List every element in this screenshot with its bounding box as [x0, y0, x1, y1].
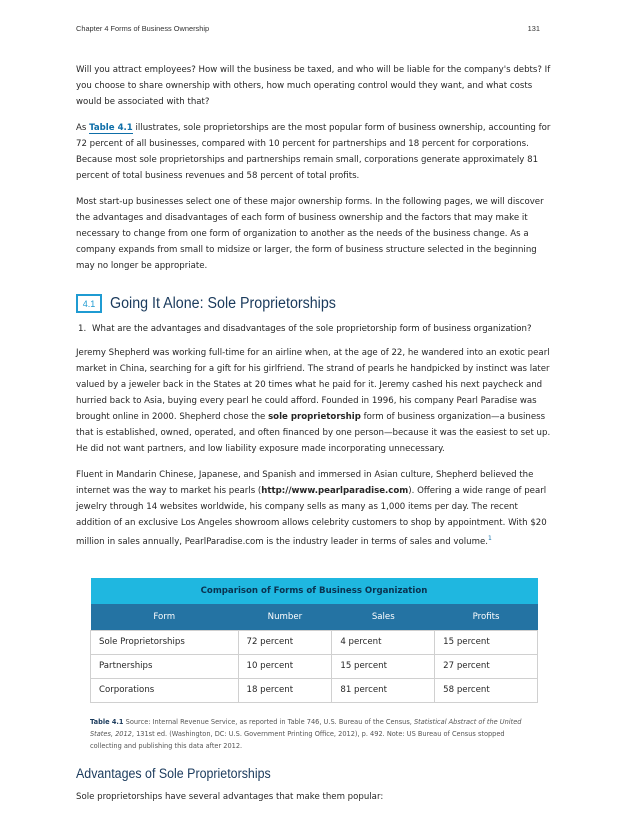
- column-header-number: Number: [238, 604, 332, 631]
- table-cell: 81 percent: [332, 678, 435, 702]
- table-source-note: Table 4.1 Source: Internal Revenue Service, as reported in Table 746, U.S. Bureau of the Census, Statistical Abstract of the United States, 2012, 131st ed. (Washington, DC: U.S. Government Printing Office, 2012), p. 492. Note: US Bureau of Census stopped collecting and publishing this data after 2012.: [90, 717, 522, 750]
- comparison-table-container: [90, 578, 538, 703]
- page-header: [76, 24, 540, 33]
- table-cell: Partnerships: [91, 654, 239, 678]
- table-cell: 18 percent: [238, 678, 332, 702]
- website-link[interactable]: http://www.pearlparadise.com: [261, 486, 409, 496]
- footnote-marker[interactable]: 1: [488, 535, 492, 542]
- table-cell: 15 percent: [332, 654, 435, 678]
- table-row: [91, 678, 538, 702]
- section-number-badge: 4.1: [76, 294, 102, 313]
- comparison-table: [90, 578, 538, 703]
- paragraph-table-reference: As Table 4.1 illustrates, sole proprietorships are the most popular form of business ownership, accounting for 72 percent of all businesses, compared with 10 percent for partnerships and 18 percent for corporations. Because most sole proprietorships and partnerships remain small, corporations generate approximately 81 percent of total business revenues and 58 percent of total profits.: [76, 123, 551, 181]
- table-row: [91, 654, 538, 678]
- table-caption: Comparison of Forms of Business Organization: [91, 578, 538, 604]
- key-term-sole-proprietorship: sole proprietorship: [268, 412, 361, 422]
- table-cell: 72 percent: [238, 630, 332, 654]
- table-cell: 10 percent: [238, 654, 332, 678]
- learning-objective: [76, 321, 552, 337]
- objective-number: 1.: [78, 324, 87, 334]
- chapter-title: Chapter 4 Forms of Business Ownership: [76, 24, 210, 33]
- table-header-row: [91, 604, 538, 631]
- table-note-label: Table 4.1: [90, 717, 124, 726]
- table-cell: 15 percent: [435, 630, 538, 654]
- table-caption-row: [91, 578, 538, 604]
- paragraph-shepherd-story: Jeremy Shepherd was working full-time for an airline when, at the age of 22, he wandered into an exotic pearl market in China, searching for a gift for his girlfriend. The strand of pearls he handpicked by instinct was later valued by a jeweler back in the States at 20 times what he paid for it. Jeremy cashed his next paycheck and hurried back to Asia, buying every pearl he could afford. Founded in 1996, his company Pearl Paradise was brought online in 2000. Shepherd chose the sole proprietorship form of business organization—a business that is established, owned, operated, and often financed by one person—because it was the easiest to set up. He did not want partners, and low liability exposure made incorporating unnecessary.: [76, 348, 551, 454]
- section-title: Going It Alone: Sole Proprietorships: [110, 294, 336, 312]
- paragraph-intro: Will you attract employees? How will the business be taxed, and who will be liable for the company's debts? If you choose to share ownership with others, how much operating control would they want, and what costs would be associated with that?: [76, 65, 551, 107]
- column-header-profits: Profits: [435, 604, 538, 631]
- page-content: [76, 62, 552, 815]
- table-cell: 27 percent: [435, 654, 538, 678]
- objective-text: What are the advantages and disadvantages of the sole proprietorship form of business organization?: [92, 324, 532, 334]
- page-number: 131: [527, 24, 540, 33]
- column-header-sales: Sales: [332, 604, 435, 631]
- section-heading: [76, 294, 552, 313]
- table-cell: Sole Proprietorships: [91, 630, 239, 654]
- paragraph-pearl-paradise: Fluent in Mandarin Chinese, Japanese, and Spanish and immersed in Asian culture, Shepherd believed the internet was the way to market his pearls (http://www.pearlparadise.com). Offering a wide range of pearl jewelry through 14 websites worldwide, his company sells as many as 1,000 items per day. The recent addition of an exclusive Los Angeles showroom allows celebrity customers to shop by appointment. With $20 million in sales annually, PearlParadise.com is the industry leader in terms of sales and volume.$^1$: [76, 470, 547, 547]
- paragraph-advantages-intro: Sole proprietorships have several advantages that make them popular:: [76, 791, 384, 802]
- table-cell: Corporations: [91, 678, 239, 702]
- table-cell: 4 percent: [332, 630, 435, 654]
- table-cell: 58 percent: [435, 678, 538, 702]
- paragraph-startups: Most start-up businesses select one of these major ownership forms. In the following pages, we will discover the advantages and disadvantages of each form of business ownership and the factors that may make it necessary to change from one form of organization to another as the needs of the business change. As a company expands from small to midsize or larger, the form of business structure selected in the beginning may no longer be appropriate.: [76, 197, 544, 271]
- subsection-title: Advantages of Sole Proprietorships: [76, 765, 271, 781]
- column-header-form: Form: [91, 604, 239, 631]
- table-4-1-link[interactable]: Table 4.1: [89, 123, 133, 133]
- table-row: [91, 630, 538, 654]
